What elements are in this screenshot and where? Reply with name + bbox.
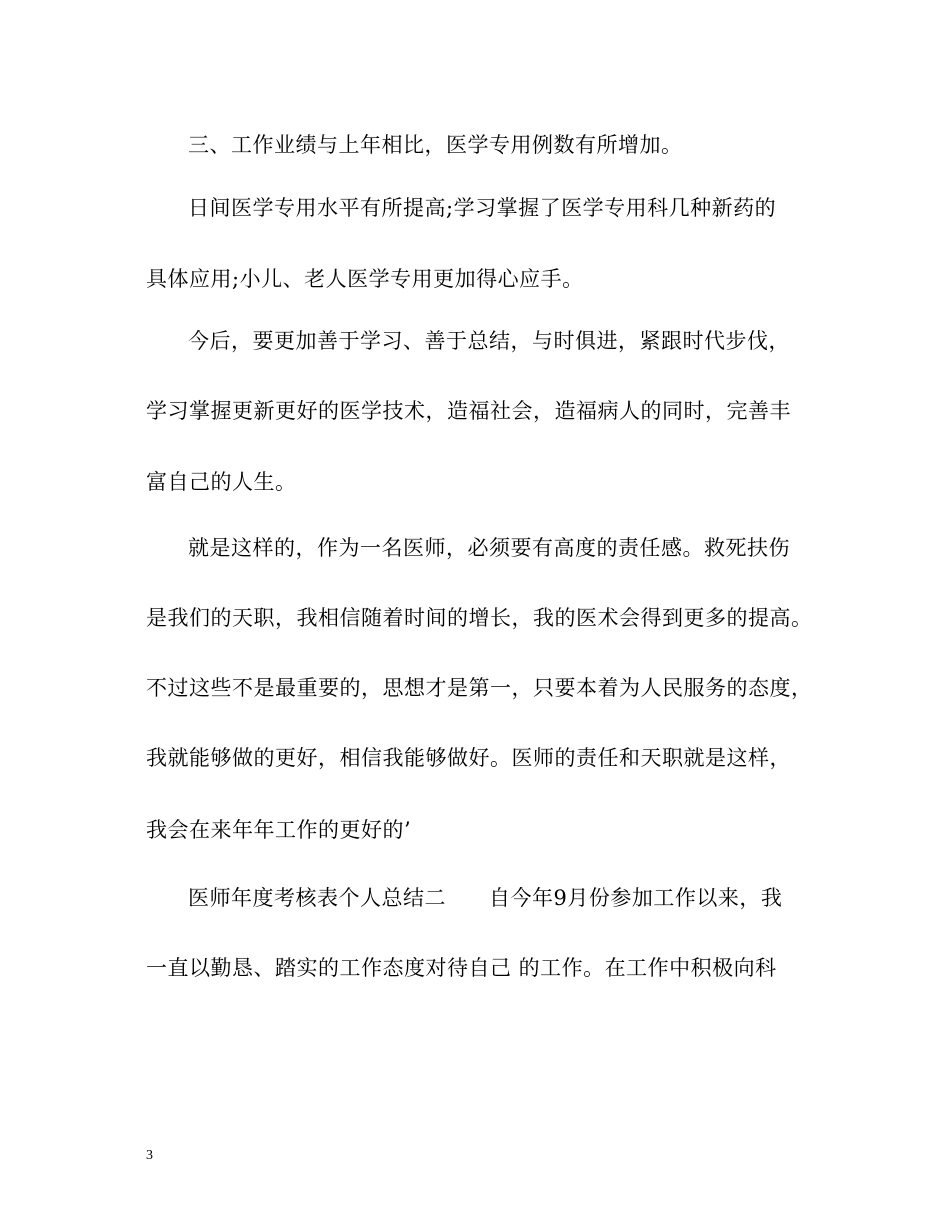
text-line: 我会在来年年工作的更好的’ [146, 818, 412, 842]
text-line: 我就能够做的更好，相信我能够做好。医师的责任和天职就是这样， [146, 746, 791, 770]
text-line: 一直以勤恳、踏实的工作态度对待自己 的工作。在工作中积极向科 [146, 956, 777, 980]
text-line: 学习掌握更新更好的医学技术，造福社会，造福病人的同时，完善丰 [146, 399, 791, 423]
text-line: 富自己的人生。 [146, 470, 297, 494]
text-line: 今后，要更加善于学习、善于总结，与时俱进，紧跟时代步伐， [188, 329, 790, 353]
text-line: 就是这样的，作为一名医师，必须要有高度的责任感。救死扶伤 [188, 536, 790, 560]
text-line: 日间医学专用水平有所提高;学习掌握了医学专用科几种新药的 [188, 196, 777, 220]
text-line: 不过这些不是最重要的，思想才是第一，只要本着为人民服务的态度， [146, 676, 813, 700]
text-line: 三、工作业绩与上年相比，医学专用例数有所增加。 [188, 133, 683, 157]
text-line: 医师年度考核表个人总结二 自今年9月份参加工作以来，我 [188, 886, 783, 910]
text-line: 具体应用;小儿、老人医学专用更加得心应手。 [146, 267, 584, 291]
page-number: 3 [146, 1148, 153, 1163]
text-line: 是我们的天职，我相信随着时间的增长，我的医术会得到更多的提高。 [146, 606, 813, 630]
